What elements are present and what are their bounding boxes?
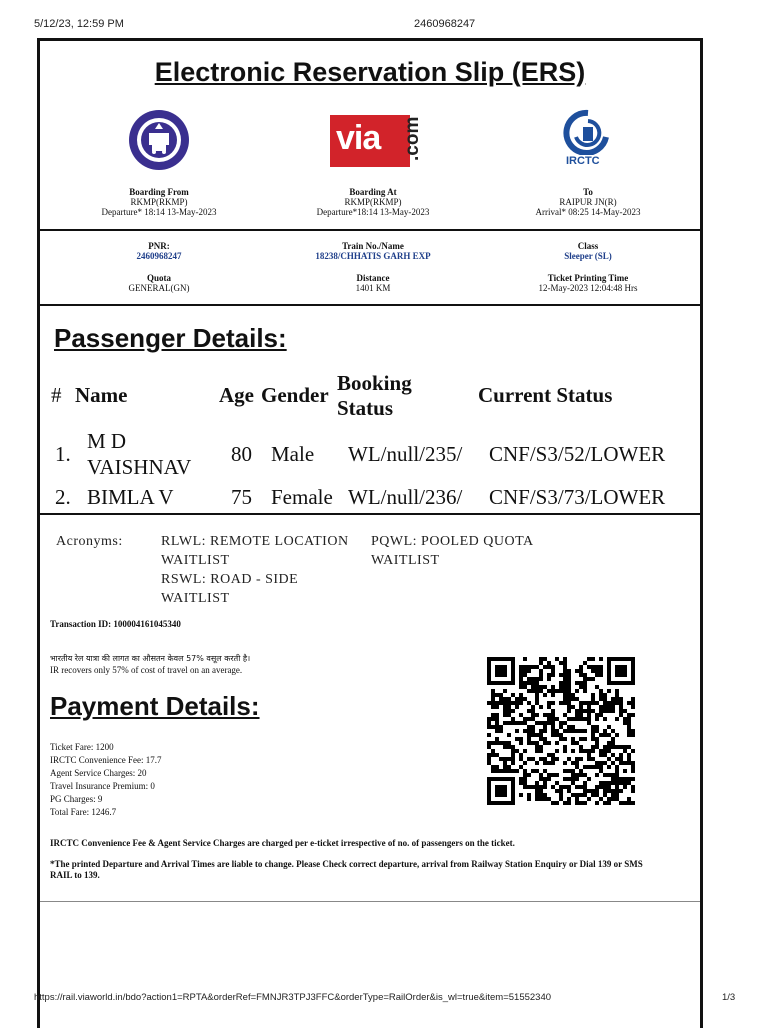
boarding-from-time: Departure* 18:14 13-May-2023 bbox=[101, 207, 217, 217]
acronym-pqwl-line1: PQWL: POOLED QUOTA bbox=[371, 534, 534, 549]
boarding-from-station: RKMP(RKMP) bbox=[130, 197, 188, 207]
divider bbox=[40, 229, 700, 231]
destination-station: RAIPUR JN(R) bbox=[559, 197, 617, 207]
destination-time: Arrival* 08:25 14-May-2023 bbox=[535, 207, 641, 217]
class-block bbox=[488, 241, 688, 261]
passenger-header-booking-line2: Status bbox=[337, 396, 394, 420]
irctc-logo bbox=[558, 107, 618, 171]
passenger-num: 2. bbox=[55, 485, 71, 509]
passenger-booking-status: WL/null/235/ bbox=[348, 442, 463, 466]
indian-railways-logo bbox=[128, 109, 190, 171]
passenger-gender: Male bbox=[271, 442, 315, 466]
distance-label: Distance bbox=[356, 273, 390, 283]
recovery-english: IR recovers only 57% of cost of travel on an average. bbox=[50, 665, 243, 675]
payment-details-heading: Payment Details: bbox=[50, 691, 260, 721]
passenger-header-booking bbox=[337, 371, 412, 421]
printing-time-value: 12-May-2023 12:04:48 Hrs bbox=[538, 283, 638, 293]
distance-block bbox=[273, 273, 473, 293]
qr-code bbox=[487, 657, 635, 809]
boarding-at bbox=[273, 187, 473, 217]
pg-charges: PG Charges: 9 bbox=[50, 794, 103, 804]
train-label: Train No./Name bbox=[342, 241, 404, 251]
acronym-pqwl bbox=[371, 532, 534, 570]
passenger-current-status: CNF/S3/52/LOWER bbox=[489, 442, 666, 466]
ers-slip bbox=[37, 38, 703, 1028]
divider bbox=[40, 901, 700, 902]
printing-time-label: Ticket Printing Time bbox=[547, 273, 629, 283]
travel-insurance: Travel Insurance Premium: 0 bbox=[50, 781, 155, 791]
payment-lines bbox=[50, 741, 161, 819]
timing-note bbox=[50, 859, 680, 881]
printing-time-block bbox=[488, 273, 688, 293]
passenger-age: 75 bbox=[231, 485, 252, 509]
via-logo-text: via bbox=[336, 119, 381, 157]
page-title: Electronic Reservation Slip (ERS) bbox=[154, 57, 586, 87]
acronym-rlwl-line1: RLWL: REMOTE LOCATION bbox=[161, 534, 349, 549]
recovery-hindi: भारतीय रेल यात्रा की लागत का औसतन केवल 57% वसूल करती है। bbox=[50, 654, 251, 663]
boarding-at-label: Boarding At bbox=[349, 187, 397, 197]
ticket-fare: Ticket Fare: 1200 bbox=[50, 742, 114, 752]
passenger-header-name: Name bbox=[75, 383, 128, 407]
passenger-name-line2: VAISHNAV bbox=[87, 455, 192, 479]
passenger-booking-status: WL/null/236/ bbox=[348, 485, 463, 509]
acronym-rswl-line1: RSWL: ROAD - SIDE bbox=[161, 572, 299, 587]
pnr-block bbox=[59, 241, 259, 261]
pnr-label: PNR: bbox=[148, 241, 170, 251]
passenger-age: 80 bbox=[231, 442, 252, 466]
boarding-at-station: RKMP(RKMP) bbox=[344, 197, 402, 207]
destination-label: To bbox=[583, 187, 593, 197]
quota-label: Quota bbox=[146, 273, 171, 283]
via-logo bbox=[330, 115, 410, 167]
irctc-logo-text: IRCTC bbox=[566, 155, 600, 167]
acronym-rlwl-line2: WAITLIST bbox=[161, 553, 230, 568]
passenger-name-line1: M D bbox=[87, 429, 127, 453]
passenger-header-current: Current Status bbox=[478, 383, 613, 407]
passenger-details-heading: Passenger Details: bbox=[54, 323, 287, 353]
acronym-rswl-line2: WAITLIST bbox=[161, 591, 230, 606]
passenger-name bbox=[87, 428, 191, 480]
print-datetime: 5/12/23, 12:59 PM bbox=[34, 18, 124, 30]
class-value: Sleeper (SL) bbox=[564, 251, 612, 261]
footer-page-number: 1/3 bbox=[722, 992, 736, 1003]
print-reference: 2460968247 bbox=[414, 18, 476, 30]
timing-note-line1: *The printed Departure and Arrival Times are liable to change. Please Check correct departure, arrival from Railway Station Enquiry or Dial 139 or SMS bbox=[50, 859, 643, 869]
train-block bbox=[273, 241, 473, 261]
via-logo-com: .com bbox=[402, 116, 423, 161]
passenger-header-gender: Gender bbox=[261, 383, 329, 407]
train-value: 18238/CHHATIS GARH EXP bbox=[315, 251, 431, 261]
distance-value: 1401 KM bbox=[355, 283, 391, 293]
footer-url: https://rail.viaworld.in/bdo?action1=RPTA&orderRef=FMNJR3TPJ3FFC&orderType=RailOrder&is_wl=true&item=51552340 bbox=[34, 992, 552, 1003]
passenger-header-booking-line1: Booking bbox=[337, 371, 412, 395]
total-fare: Total Fare: 1246.7 bbox=[50, 807, 117, 817]
passenger-num: 1. bbox=[55, 442, 71, 466]
acronyms-label: Acronyms: bbox=[56, 534, 123, 549]
agent-service-charges: Agent Service Charges: 20 bbox=[50, 768, 147, 778]
timing-note-line2: RAIL to 139. bbox=[50, 870, 100, 880]
transaction-id: Transaction ID: 100004161045340 bbox=[50, 619, 181, 629]
divider bbox=[40, 513, 700, 515]
boarding-from bbox=[59, 187, 259, 217]
boarding-at-time: Departure*18:14 13-May-2023 bbox=[316, 207, 430, 217]
divider bbox=[40, 304, 700, 306]
passenger-current-status: CNF/S3/73/LOWER bbox=[489, 485, 666, 509]
boarding-from-label: Boarding From bbox=[129, 187, 189, 197]
quota-value: GENERAL(GN) bbox=[128, 283, 190, 293]
quota-block bbox=[59, 273, 259, 293]
passenger-gender: Female bbox=[271, 485, 333, 509]
pnr-value: 2460968247 bbox=[136, 251, 182, 261]
passenger-name: BIMLA V bbox=[87, 485, 174, 509]
convenience-note: IRCTC Convenience Fee & Agent Service Charges are charged per e-ticket irrespective of no. of passengers on the ticket. bbox=[50, 838, 515, 848]
class-label: Class bbox=[577, 241, 599, 251]
irctc-convenience-fee: IRCTC Convenience Fee: 17.7 bbox=[50, 755, 162, 765]
acronym-rlwl bbox=[161, 532, 349, 608]
acronym-pqwl-line2: WAITLIST bbox=[371, 553, 440, 568]
passenger-header-num: # bbox=[51, 383, 62, 407]
destination bbox=[488, 187, 688, 217]
passenger-header-age: Age bbox=[219, 383, 254, 407]
